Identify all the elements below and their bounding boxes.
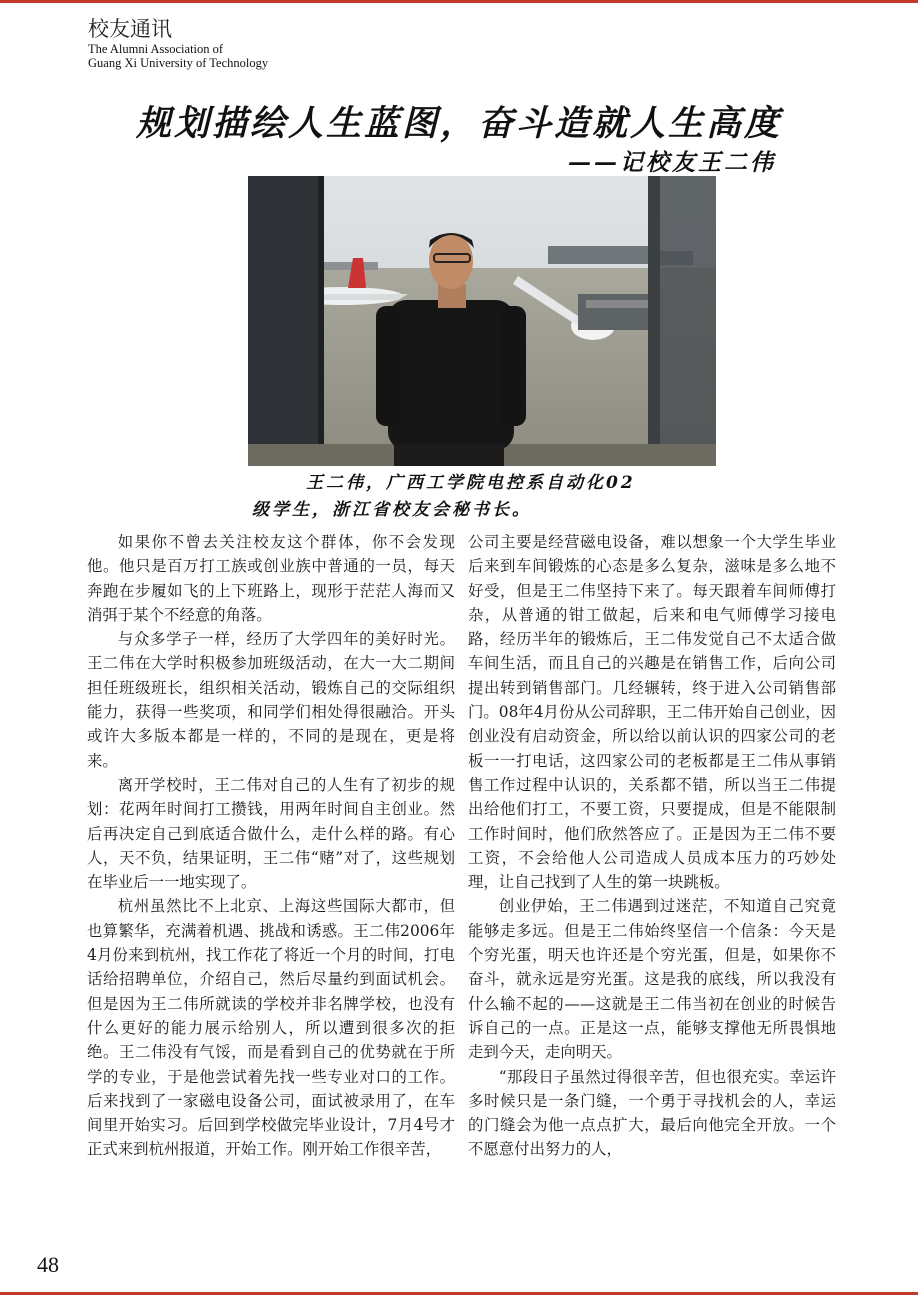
page-number: 48 <box>37 1252 59 1277</box>
photo-caption <box>240 470 740 524</box>
bottom-rule <box>0 1292 918 1295</box>
caption-line-2: 级学生，浙江省校友会秘书长。 <box>252 500 532 520</box>
association-name-line2: Guang Xi University of Technology <box>88 56 269 70</box>
paragraph-startup: 创业伊始，王二伟遇到过迷茫，不知道自己究竟能够走多远。但是王二伟始终坚信一个信条：今天是个穷光蛋，明天也许还是个穷光蛋，但是，如果你不奋斗，就永远是穷光蛋。这是我的底线，所以我没有什么输不起的——这就是王二伟当初在创业的时候告诉自己的一点。正是这一点，能够支撑他无所畏惧地走到今天，走向明天。 <box>468 897 836 1062</box>
portrait-photo <box>248 176 716 466</box>
paragraph-hangzhou: 杭州虽然比不上北京、上海这些国际大都市，但也算繁华，充满着机遇、挑战和诱惑。王二伟2006年4月份来到杭州，找工作花了将近一个月的时间，打电话给招聘单位，介绍自己，然后尽量约到面试机会。但是因为王二伟所就读的学校并非名牌学校，也没有什么更好的能力展示给别人，所以遭到很多次的拒绝。王二伟没有气馁，而是看到自己的优势就在于所学的专业，于是他尝试着先找一些专业对口的工作。后来找到了一家磁电设备公司，面试被录用了，在车间里开始实习。后回到学校做完毕业设计，7月4号才正式来到杭州报道，开始工作。刚开始工作很辛苦， <box>87 897 455 1159</box>
paragraph-college: 与众多学子一样，经历了大学四年的美好时光。王二伟在大学时积极参加班级活动，在大一大二期间担任班级班长，组织相关活动，锻炼自己的交际组织能力，获得一些奖项，和同学们相处得很融洽。开头或许大多版本都是一样的，不同的是现在，更是将来。 <box>87 630 455 770</box>
airport-photo-illustration <box>248 176 716 466</box>
article-title: 规划描绘人生蓝图，奋斗造就人生高度 <box>135 103 782 144</box>
paragraph-quote: “那段日子虽然过得很辛苦，但也很充实。幸运许多时候只是一条门缝，一个勇于寻找机会的人，幸运的门缝会为他一点点扩大，最后向他完全开放。一个不愿意付出努力的人， <box>468 1067 836 1159</box>
paragraph-plan: 离开学校时，王二伟对自己的人生有了初步的规划：花两年时间打工攒钱，用两年时间自主创业。然后再决定自己到底适合做什么，走什么样的路。有心人，天不负，结果证明，王二伟“赌”对了，这些规划在毕业后一一地实现了。 <box>87 775 455 892</box>
article-subtitle: ——记校友王二伟 <box>568 149 776 176</box>
article-left-column <box>87 530 455 1162</box>
article-right-column <box>468 530 836 1162</box>
magazine-header <box>88 16 268 70</box>
top-rule <box>0 0 918 3</box>
paragraph-hangzhou-continued: 公司主要是经营磁电设备，难以想象一个大学生毕业后来到车间锻炼的心态是多么复杂，滋味是多么地不好受，但是王二伟坚持下来了。每天跟着车间师傅打杂，从普通的钳工做起，后来和电气师傅学习接电路，经历半年的锻炼后，王二伟发觉自己不太适合做车间生活，而且自己的兴趣是在销售工作，后向公司提出转到销售部门。几经辗转，终于进入公司销售部门。08年4月份从公司辞职，王二伟开始自己创业，因创业没有启动资金，所以给以前认识的四家公司的老板一一打电话，这四家公司的老板都是王二伟从事销售工作过程中认识的，关系都不错，所以当王二伟提出给他们打工，不要工资，只要提成，但是不能限制工作时间时，他们欣然答应了。正是因为王二伟不要工资，不会给他人公司造成人员成本压力的巧妙处理，让自己找到了人生的第一块跳板。 <box>468 533 836 892</box>
magazine-title: 校友通讯 <box>88 17 172 41</box>
association-name-line1: The Alumni Association of <box>88 42 224 56</box>
paragraph-intro: 如果你不曾去关注校友这个群体，你不会发现他。他只是百万打工族或创业族中普通的一员，每天奔跑在步履如飞的上下班路上，现形于茫茫人海而又消弭于某个不经意的角落。 <box>87 533 455 624</box>
caption-line-1: 王二伟，广西工学院电控系自动化02 <box>306 473 636 493</box>
